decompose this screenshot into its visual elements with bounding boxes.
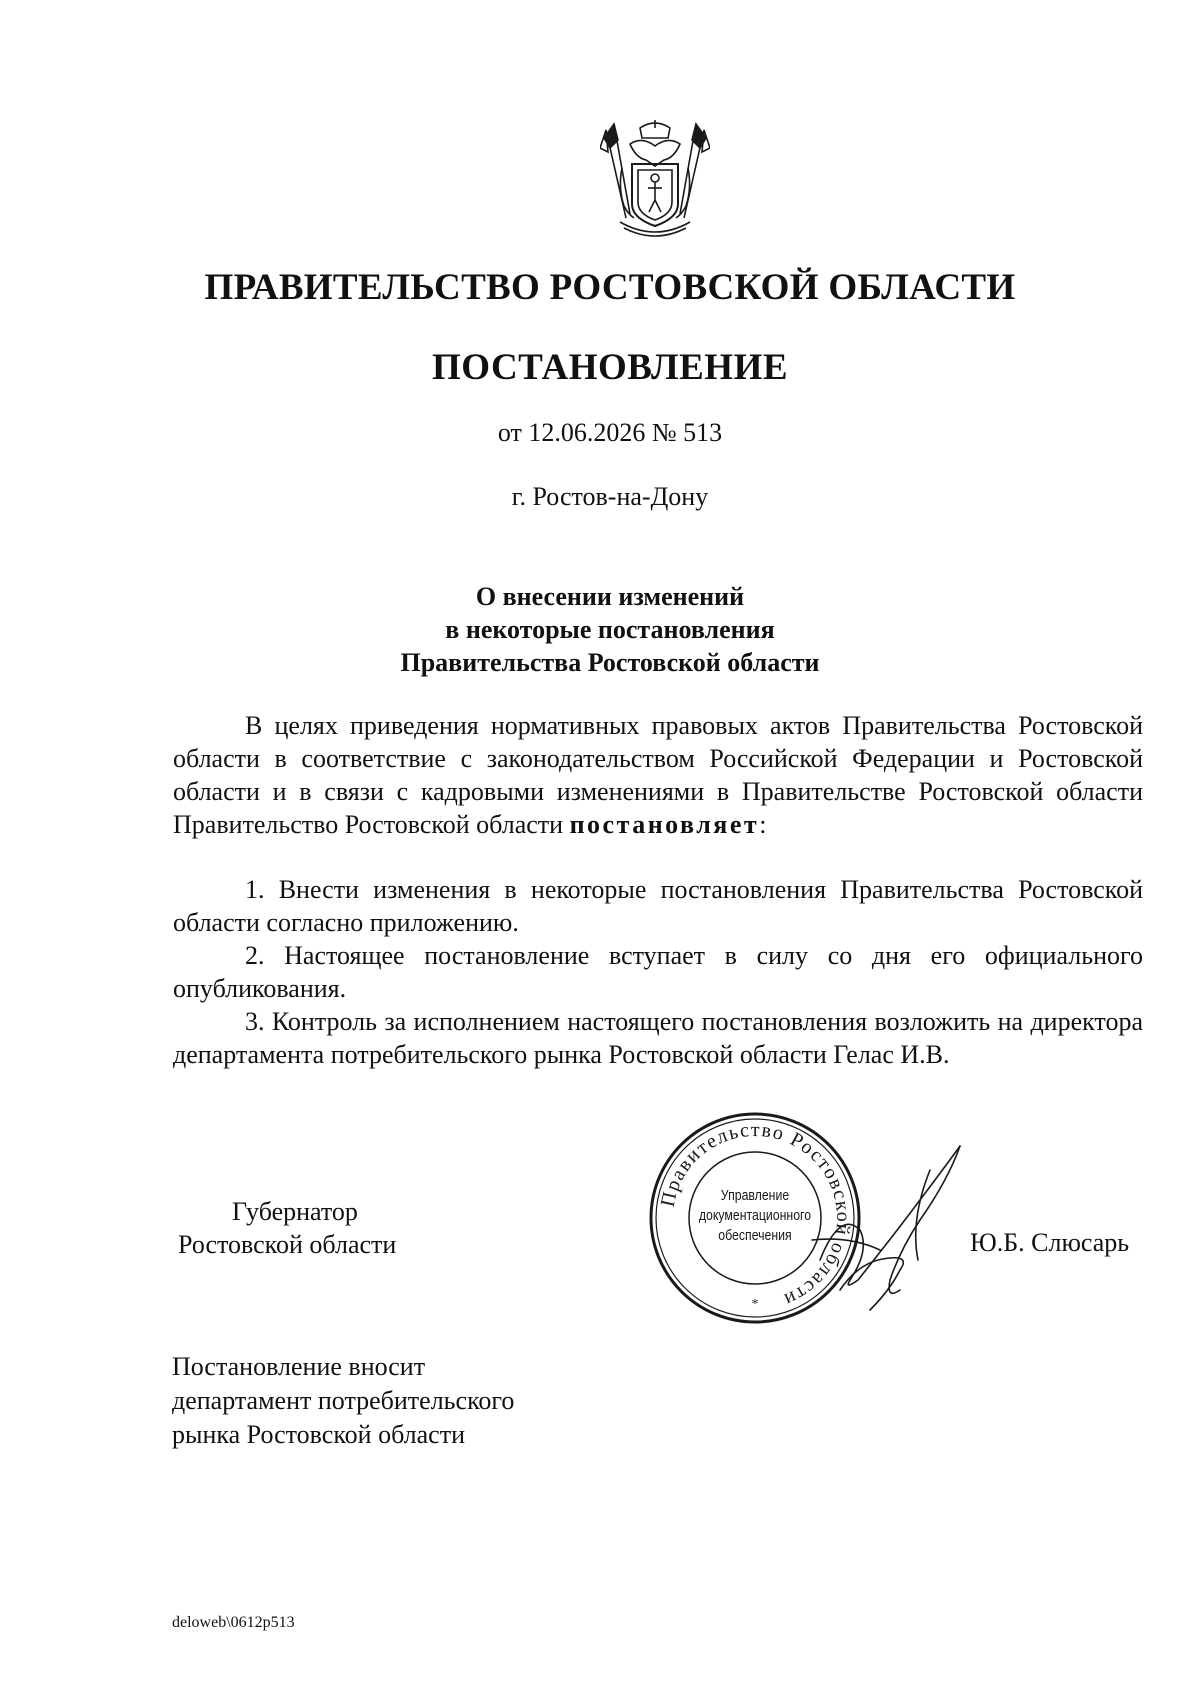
file-code: deloweb\0612p513 (172, 1614, 295, 1631)
government-title: ПРАВИТЕЛЬСТВО РОСТОВСКОЙ ОБЛАСТИ (204, 267, 1016, 308)
signer-name: Ю.Б. Слюсарь (970, 1228, 1130, 1257)
seal-inner-line: Управление (720, 1187, 790, 1204)
date-and-number: от 12.06.2026 № 513 (497, 418, 723, 447)
submitter-note (172, 1350, 692, 1452)
signer-position (170, 1195, 470, 1261)
seal-inner-line: обеспечения (718, 1227, 792, 1244)
city: г. Ростов-на-Дону (511, 482, 709, 511)
preamble-paragraph (173, 709, 1143, 841)
preamble-text: В целях приведения нормативных правовых актов Правительства Ростовской области в соответствие с законодательством Российской Федерации и Ростовской области и в связи с кадровыми изменениями в Правительстве Ростовской области Правительство Ростовской области (173, 711, 1143, 839)
subject-line: в некоторые постановления (445, 615, 775, 644)
decree-subject (150, 580, 1070, 679)
decree-item: 2. Настоящее постановление вступает в силу со дня его официального опубликования. (173, 941, 1143, 1003)
seal-inner-line: документационного (698, 1207, 812, 1224)
submitter-line: Постановление вносит (172, 1352, 426, 1381)
document-type: ПОСТАНОВЛЕНИЕ (431, 347, 789, 388)
submitter-line: департамент потребительского (172, 1386, 515, 1415)
decree-item: 1. Внести изменения в некоторые постановления Правительства Ростовской области согласно приложению. (173, 875, 1143, 937)
preamble-colon: : (759, 810, 767, 839)
seal-inner-text (698, 1186, 813, 1246)
decree-items (173, 873, 1143, 1071)
subject-line: О внесении изменений (475, 582, 745, 611)
rostov-oblast-coat-of-arms-icon (600, 118, 710, 240)
seal-outer-text: Правительство Ростовской области (656, 1118, 855, 1312)
submitter-line: рынка Ростовской области (172, 1420, 465, 1449)
resolves-word: постановляет (569, 810, 760, 839)
decree-item: 3. Контроль за исполнением настоящего постановления возложить на директора департамента потребительского рынка Ростовской области Гелас И.В. (173, 1007, 1143, 1069)
position-line: Ростовской области (178, 1230, 397, 1259)
svg-text:*: * (751, 1297, 759, 1312)
subject-line: Правительства Ростовской области (400, 648, 820, 677)
position-line: Губернатор (232, 1197, 358, 1226)
